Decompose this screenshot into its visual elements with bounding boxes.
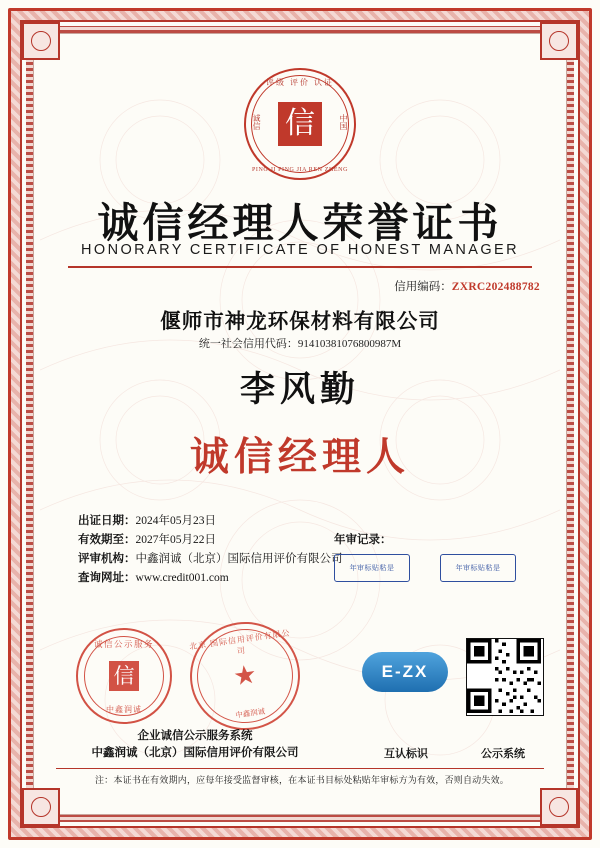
qr-code-icon [467,639,541,713]
qr-code[interactable] [466,638,544,716]
mutual-recognition-caption: 互认标识 [384,748,428,760]
oval-seal-top-text: 北京 国际信用评价有限公司 [188,628,292,656]
valid-until-row [78,531,343,550]
review-org-value: 中鑫润诚（北京）国际信用评价有限公司 [135,553,343,565]
issuer-caption [60,728,330,762]
footer-note: 注：本证书在有效期内，应每年接受监督审核，在本证书目标处粘贴年审标方为有效，否则自动失效。 [94,775,509,785]
issuer-caption-line2: 中鑫润诚（北京）国际信用评价有限公司 [91,747,299,759]
query-site-value[interactable]: www.credit001.com [135,572,229,584]
oval-seal-bottom-text: 中鑫润诚 [234,706,266,720]
logo-pinyin-text: PING JI PING JIA REN ZHENG [251,167,349,173]
info-block [78,512,343,588]
seals-row [42,622,558,732]
credit-code [394,278,540,294]
logo-seal-glyph: 信 [278,102,322,146]
annual-review-boxes [334,554,516,582]
round-seal-bottom-text: 中鑫润诚 [106,705,142,714]
logo-left-text: 诚信 [252,114,261,130]
certificate-logo [244,68,356,180]
query-site-row [78,569,343,588]
round-seal-top-text: 诚信公示服务 [93,639,154,649]
query-site-label: 查询网址： [78,572,136,584]
review-org-row [78,550,343,569]
public-system-caption: 公示系统 [481,748,525,760]
valid-until-value: 2027年05月22日 [135,534,216,546]
issue-date-label: 出证日期： [78,515,136,527]
award-title: 诚信经理人 [189,434,410,480]
round-seal-glyph: 信 [109,661,139,691]
review-org-label: 评审机构： [78,553,136,565]
mutual-recognition-logo: E-ZX [362,652,448,692]
credit-code-label: 信用编码： [394,281,452,293]
valid-until-label: 有效期至： [78,534,136,546]
issue-date-row [78,512,343,531]
annual-stamp-slot: 年审标贴粘是 [440,554,516,582]
title-divider [68,266,532,268]
company-uscc [42,335,558,351]
uscc-label: 统一社会信用代码： [198,338,298,350]
annual-review-label: 年审记录： [334,534,392,546]
note-divider [56,768,544,769]
logo-top-text: 评级 评价 认证 [266,78,334,87]
certificate-content [42,42,558,806]
company-official-seal [183,615,307,737]
certificate-title-cn: 诚信经理人荣誉证书 [97,199,503,247]
logo-right-text: 中国 [339,114,348,130]
issue-date-value: 2024年05月23日 [135,515,216,527]
company-name: 偃师市神龙环保材料有限公司 [160,309,440,333]
issuer-caption-line1: 企业诚信公示服务系统 [137,730,253,742]
certificate-title-en: HONORARY CERTIFICATE OF HONEST MANAGER [81,242,519,258]
credit-code-value: ZXRC202488782 [451,281,540,293]
annual-stamp-slot: 年审标贴粘是 [334,554,410,582]
uscc-value: 91410381076800987M [297,338,402,350]
holder-name: 李风勤 [239,369,360,410]
round-seal [76,628,172,724]
star-icon: ★ [231,659,259,692]
